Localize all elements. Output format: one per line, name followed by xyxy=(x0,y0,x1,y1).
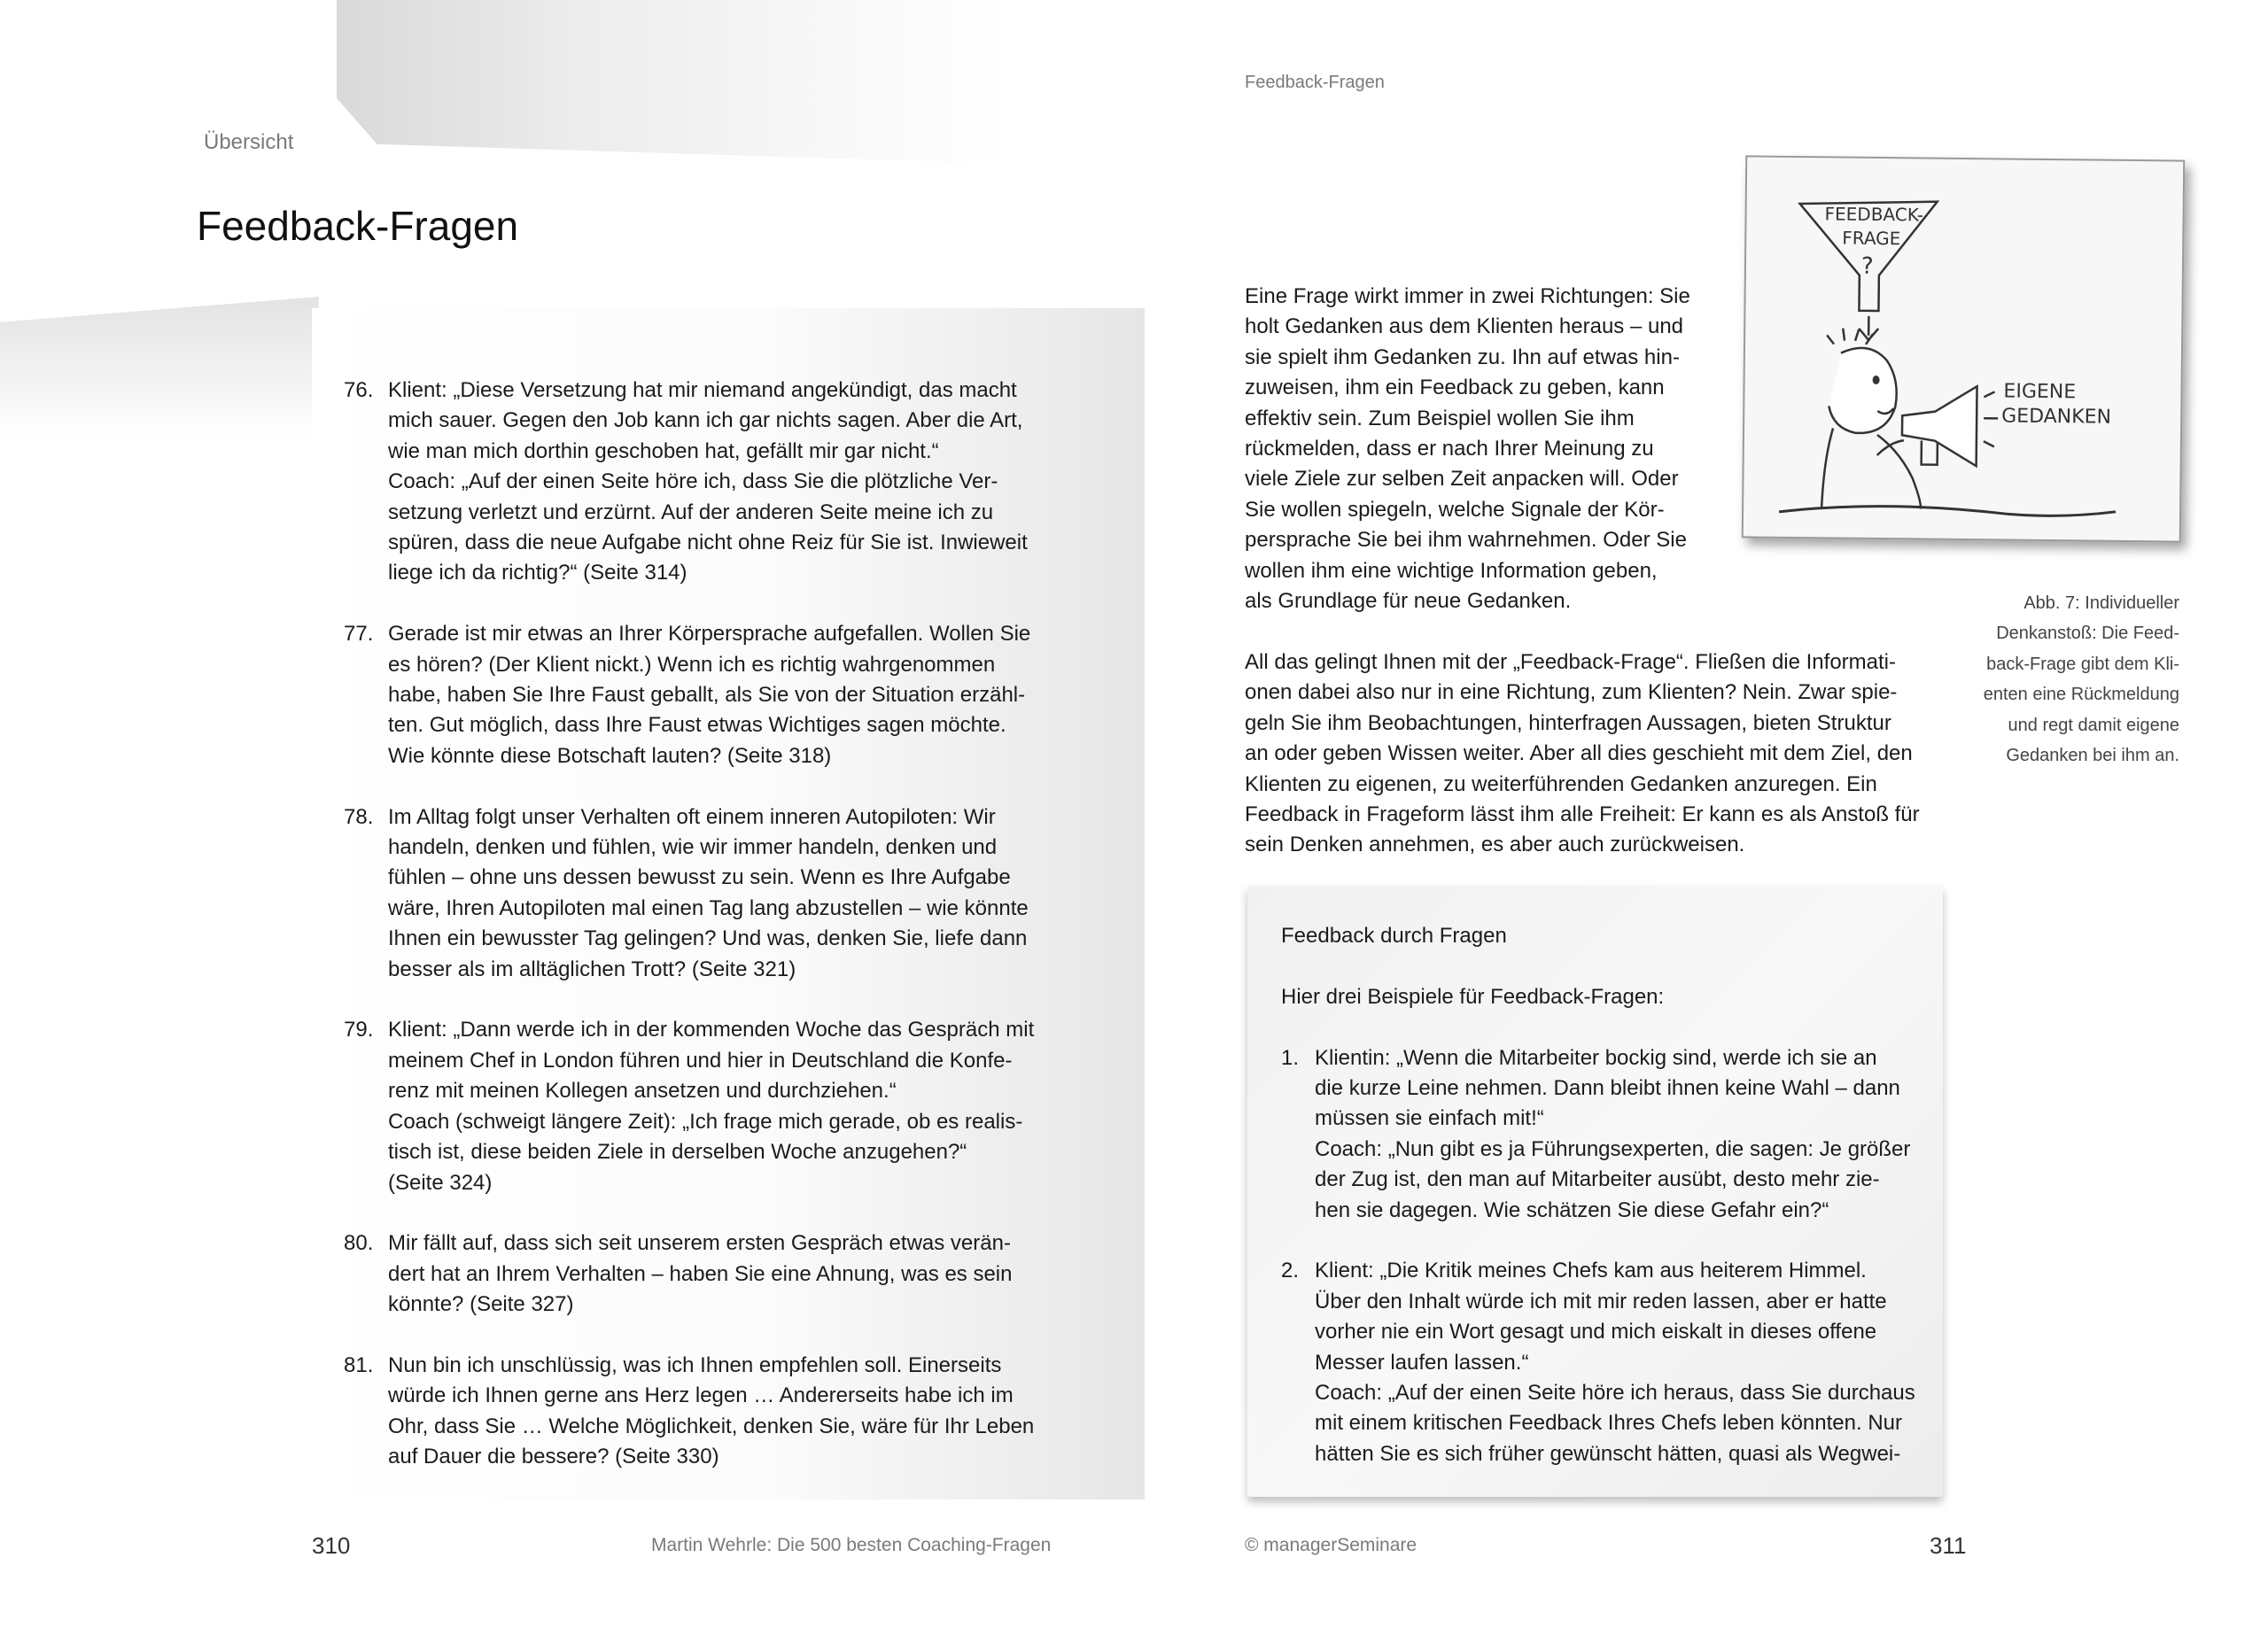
caption-line: Abb. 7: Individueller xyxy=(2023,593,2179,613)
question-number: 78. xyxy=(344,804,374,829)
question-number: 81. xyxy=(344,1352,374,1377)
box-example-number: 1. xyxy=(1281,1045,1300,1070)
box-example-line: hätten Sie es sich früher gewünscht hätten, quasi als Wegwei- xyxy=(1315,1441,1901,1466)
question-number: 76. xyxy=(344,378,374,402)
intro-text-line: effektiv sein. Zum Beispiel wollen Sie ihm xyxy=(1245,406,1635,430)
question-text-line: tisch ist, diese beiden Ziele in derselben Woche anzugehen?“ xyxy=(388,1140,967,1165)
decorative-paper-swoosh xyxy=(0,297,319,438)
question-text-line: habe, haben Sie Ihre Faust geballt, als Sie von der Situation erzähl- xyxy=(388,683,1026,708)
question-text-line: dert hat an Ihrem Verhalten – haben Sie eine Ahnung, was es sein xyxy=(388,1261,1013,1286)
figure-caption xyxy=(1931,588,2179,771)
question-text-line: spüren, dass die neue Aufgabe nicht ohne Reiz für Sie ist. Inwieweit xyxy=(388,531,1028,555)
question-text-line: fühlen – ohne uns dessen bewusst zu sein. Wenn es Ihre Aufgabe xyxy=(388,865,1011,890)
funnel-label: FEEDBACK- xyxy=(1824,203,1924,226)
question-text-line: wie man mich dorthin geschoben hat, gefällt mir gar nicht.“ xyxy=(388,438,939,463)
body-text-line: Klienten zu eigenen, zu weiterführenden Gedanken anzuregen. Ein xyxy=(1245,771,1877,796)
question-text-line: Im Alltag folgt unser Verhalten oft einem inneren Autopiloten: Wir xyxy=(388,804,996,829)
box-example-line: Klientin: „Wenn die Mitarbeiter bockig sind, werde ich sie an xyxy=(1315,1045,1877,1070)
figure-illustration xyxy=(1742,155,2185,542)
page-number-left: 310 xyxy=(312,1532,351,1559)
thought-label: EIGENE xyxy=(2003,380,2077,404)
intro-text-line: persprache Sie bei ihm wahrnehmen. Oder Sie xyxy=(1245,528,1687,553)
question-number: 79. xyxy=(344,1018,374,1042)
page-number-right: 311 xyxy=(1930,1532,1967,1559)
footer-publisher: © managerSeminare xyxy=(1245,1535,1418,1555)
question-text-line: Klient: „Diese Versetzung hat mir niemand angekündigt, das macht xyxy=(388,378,1017,402)
body-text-line: an oder geben Wissen weiter. Aber all dies geschieht mit dem Ziel, den xyxy=(1245,741,1913,766)
caption-line: und regt damit eigene xyxy=(2008,715,2179,735)
box-example-line: Coach: „Nun gibt es ja Führungsexperten, die sagen: Je größer xyxy=(1315,1136,1911,1161)
question-text-line: meinem Chef in London führen und hier in Deutschland die Konfe- xyxy=(388,1048,1013,1073)
box-example-line: müssen sie einfach mit!“ xyxy=(1315,1106,1544,1131)
caption-line: back-Frage gibt dem Kli- xyxy=(1986,654,2179,674)
intro-text-line: Eine Frage wirkt immer in zwei Richtungen: Sie xyxy=(1245,284,1690,308)
funnel-label: FRAGE xyxy=(1842,227,1901,250)
intro-text-line: wollen ihm eine wichtige Information geben, xyxy=(1245,558,1658,583)
box-example-line: der Zug ist, den man auf Mitarbeiter ausübt, desto mehr zie- xyxy=(1315,1167,1880,1192)
question-text-line: besser als im alltäglichen Trott? (Seite 321) xyxy=(388,957,796,981)
box-subtitle: Hier drei Beispiele für Feedback-Fragen: xyxy=(1281,984,1665,1009)
box-example-line: mit einem kritischen Feedback Ihres Chefs leben könnten. Nur xyxy=(1315,1411,1902,1436)
intro-text-line: sie spielt ihm Gedanken zu. Ihn auf etwas hin- xyxy=(1245,345,1680,369)
question-text-line: Ihnen ein bewusster Tag gelingen? Und was, denken Sie, liefe dann xyxy=(388,926,1028,951)
box-example-item xyxy=(1281,1043,1919,1226)
question-item xyxy=(344,1351,1052,1473)
question-text-line: setzung verletzt und erzürnt. Auf der anderen Seite meine ich zu xyxy=(388,500,994,524)
box-example-line: vorher nie ein Wort gesagt und mich eiskalt in dieses offene xyxy=(1315,1320,1877,1344)
caption-line: Gedanken bei ihm an. xyxy=(2006,746,2179,766)
body-text-line: onen dabei also nur in eine Richtung, zum Klienten? Nein. Zwar spie- xyxy=(1245,680,1898,705)
body-paragraph xyxy=(1245,647,1945,861)
caption-line: Denkanstoß: Die Feed- xyxy=(1996,624,2179,644)
body-text-line: geln Sie ihm Beobachtungen, hinterfragen Aussagen, bieten Struktur xyxy=(1245,710,1891,735)
box-example-line: Über den Inhalt würde ich mit mir reden lassen, aber er hatte xyxy=(1315,1289,1887,1313)
question-text-line: es hören? (Der Klient nickt.) Wenn ich es richtig wahrgenommen xyxy=(388,652,996,677)
intro-text-line: Sie wollen spiegeln, welche Signale der Kör- xyxy=(1245,497,1665,522)
question-text-line: handeln, denken und fühlen, wie wir immer handeln, denken und xyxy=(388,835,998,860)
question-text-line: könnte? (Seite 327) xyxy=(388,1292,574,1317)
question-text-line: Coach (schweigt längere Zeit): „Ich frage mich gerade, ob es realis- xyxy=(388,1109,1023,1134)
box-example-number: 2. xyxy=(1281,1259,1300,1283)
box-example-line: Klient: „Die Kritik meines Chefs kam aus heiterem Himmel. xyxy=(1315,1259,1867,1283)
cartoon-drawing xyxy=(1744,157,2183,540)
intro-text-line: als Grundlage für neue Gedanken. xyxy=(1245,589,1572,614)
intro-text-line: zuweisen, ihm ein Feedback zu geben, kann xyxy=(1245,376,1665,400)
question-number: 77. xyxy=(344,622,374,647)
intro-text-line: holt Gedanken aus dem Klienten heraus – und xyxy=(1245,314,1684,339)
question-item xyxy=(344,619,1052,771)
question-text-line: Wie könnte diese Botschaft lauten? (Seite 318) xyxy=(388,743,832,768)
question-text-line: mich sauer. Gegen den Job kann ich gar nichts sagen. Aber die Art, xyxy=(388,408,1023,433)
question-text-line: würde ich Ihnen gerne ans Herz legen … Andererseits habe ich im xyxy=(388,1383,1014,1408)
question-text-line: Klient: „Dann werde ich in der kommenden Woche das Gespräch mit xyxy=(388,1018,1035,1042)
question-text-line: Ohr, dass Sie … Welche Möglichkeit, denken Sie, wäre für Ihr Leben xyxy=(388,1414,1035,1438)
page-title: Feedback-Fragen xyxy=(197,203,519,249)
box-example-line: die kurze Leine nehmen. Dann bleibt ihnen keine Wahl – dann xyxy=(1315,1076,1900,1100)
box-title: Feedback durch Fragen xyxy=(1281,924,1507,948)
thought-label: GEDANKEN xyxy=(2001,405,2112,429)
running-header-left: Übersicht xyxy=(204,130,294,154)
question-number: 80. xyxy=(344,1231,374,1256)
question-text-line: renz mit meinen Kollegen ansetzen und durchziehen.“ xyxy=(388,1079,897,1104)
box-example-line: hen sie dagegen. Wie schätzen Sie diese Gefahr ein?“ xyxy=(1315,1197,1829,1222)
body-text-line: Feedback in Frageform lässt ihm alle Freiheit: Er kann es als Anstoß für xyxy=(1245,802,1920,827)
question-list xyxy=(344,376,1052,1503)
running-header-right: Feedback-Fragen xyxy=(1245,73,1385,92)
intro-text-line: viele Ziele zur selben Zeit anpacken will. Oder xyxy=(1245,467,1679,492)
question-text-line: wäre, Ihren Autopiloten mal einen Tag lang abzustellen – wie könnte xyxy=(388,895,1029,920)
body-text-line: All das gelingt Ihnen mit der „Feedback-Frage“. Fließen die Informati- xyxy=(1245,650,1896,674)
box-example-item xyxy=(1281,1256,1919,1469)
caption-line: enten eine Rückmeldung xyxy=(1983,685,2179,705)
footer-book-title: Martin Wehrle: Die 500 besten Coaching-Fragen xyxy=(651,1535,1052,1555)
intro-paragraph xyxy=(1245,282,1723,616)
question-text-line: Nun bin ich unschlüssig, was ich Ihnen empfehlen soll. Einerseits xyxy=(388,1352,1002,1377)
question-text-line: Mir fällt auf, dass sich seit unserem ersten Gespräch etwas verän- xyxy=(388,1231,1011,1256)
decorative-paper-swoosh xyxy=(337,0,1010,164)
question-item xyxy=(344,802,1052,985)
body-text-line: sein Denken annehmen, es aber auch zurückweisen. xyxy=(1245,833,1745,857)
intro-text-line: rückmelden, dass er nach Ihrer Meinung zu xyxy=(1245,437,1654,461)
question-item xyxy=(344,1228,1052,1320)
box-example-line: Coach: „Auf der einen Seite höre ich heraus, dass Sie durchaus xyxy=(1315,1381,1915,1406)
question-item xyxy=(344,376,1052,589)
example-box-content xyxy=(1281,921,1919,1469)
question-text-line: ten. Gut möglich, dass Ihre Faust etwas Wichtiges sagen möchte. xyxy=(388,713,1006,738)
box-item-list xyxy=(1281,1043,1919,1470)
question-text-line: Coach: „Auf der einen Seite höre ich, dass Sie die plötzliche Ver- xyxy=(388,469,998,494)
question-text-line: auf Dauer die bessere? (Seite 330) xyxy=(388,1445,719,1469)
question-text-line: liege ich da richtig?“ (Seite 314) xyxy=(388,561,687,585)
question-text-line: Gerade ist mir etwas an Ihrer Körpersprache aufgefallen. Wollen Sie xyxy=(388,622,1031,647)
question-mark: ? xyxy=(1860,252,1874,280)
question-text-line: (Seite 324) xyxy=(388,1170,493,1195)
box-example-line: Messer laufen lassen.“ xyxy=(1315,1350,1529,1375)
question-item xyxy=(344,1015,1052,1197)
